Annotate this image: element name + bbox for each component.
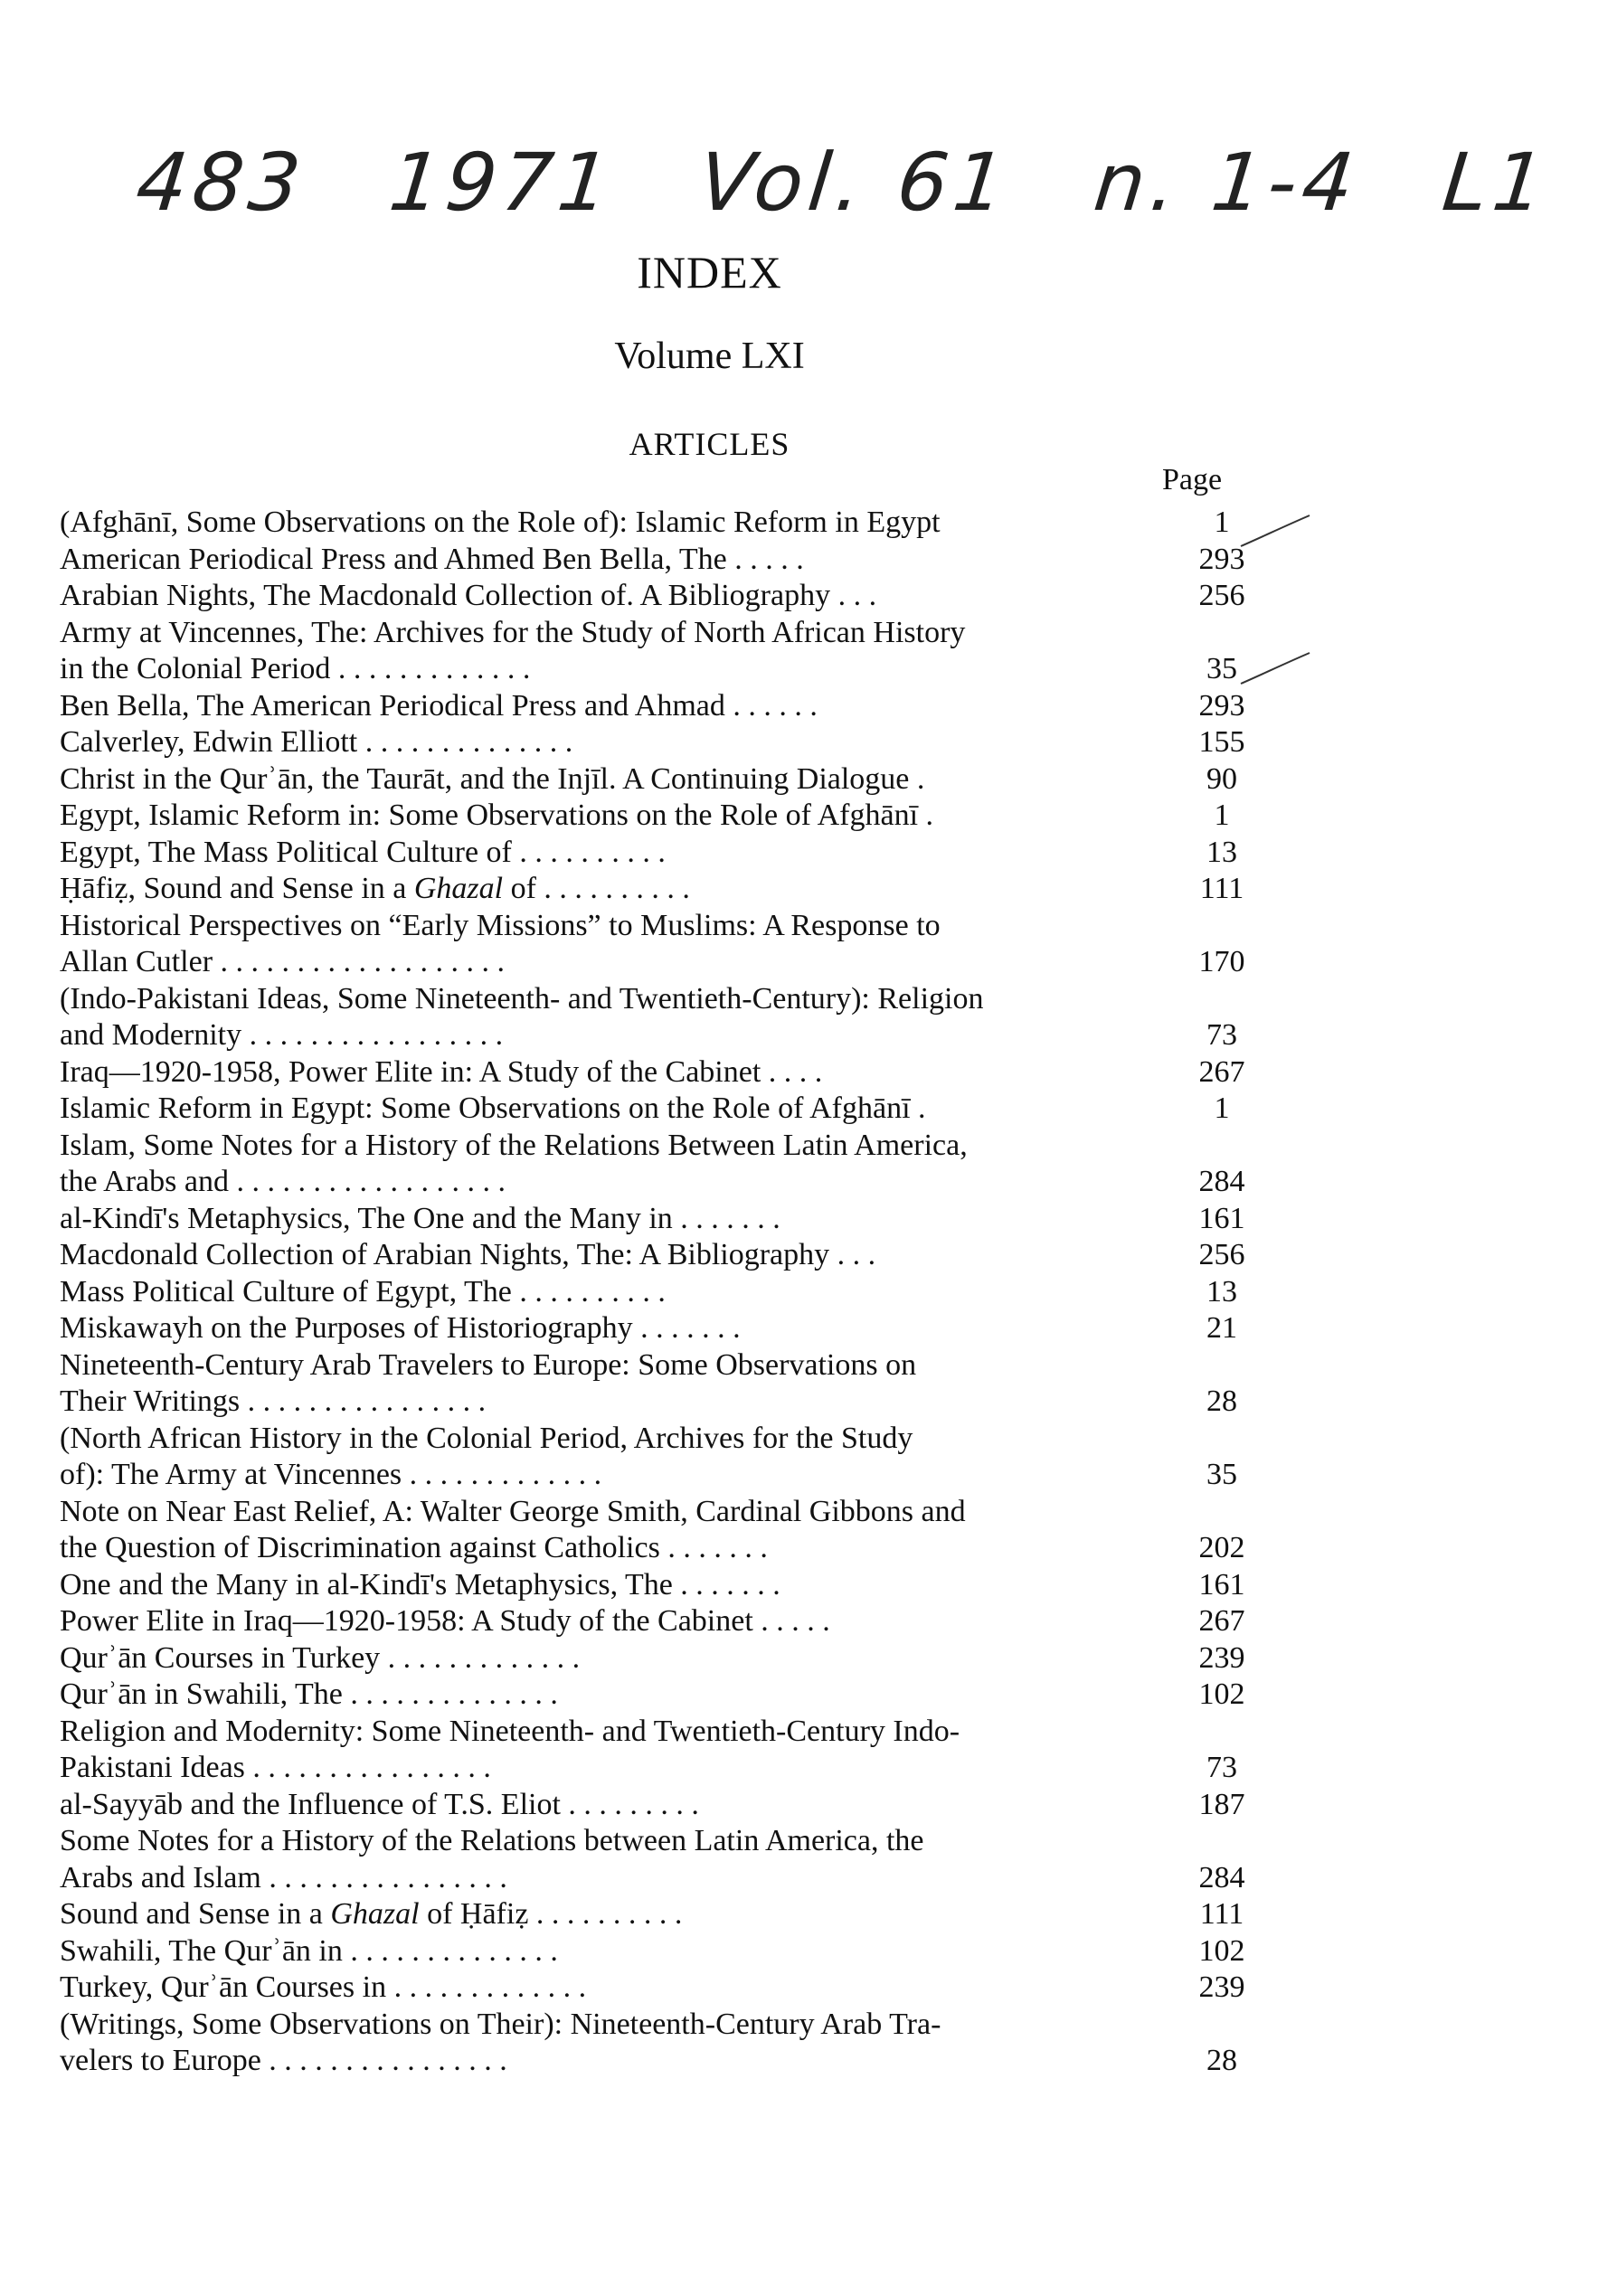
index-entry: [60, 1494, 1263, 1567]
entry-title: Qurʾān in Swahili, The . . . . . . . . . . . . . .: [60, 1677, 558, 1711]
index-entry: [60, 1274, 1263, 1311]
entry-page-number: 1: [1214, 1091, 1230, 1125]
index-entry: [60, 1310, 1263, 1347]
index-entry: [60, 1970, 1263, 2007]
index-entry: [60, 1714, 1263, 1787]
entry-page-number: 161: [1198, 1567, 1245, 1602]
index-entry: [60, 1896, 1263, 1933]
entry-page-number: 155: [1198, 725, 1245, 759]
index-entry: [60, 688, 1263, 725]
entry-title: Nineteenth-Century Arab Travelers to Europe: Some Observations on Their Writings . . . . . . . . . . . . . . . .: [60, 1347, 917, 1418]
index-entry: [60, 2007, 1263, 2080]
entry-title: al-Sayyāb and the Influence of T.S. Eliot . . . . . . . . .: [60, 1787, 699, 1821]
handwritten-code: L1: [1438, 136, 1555, 229]
index-entry: [60, 1347, 1263, 1421]
entry-title: Iraq—1920-1958, Power Elite in: A Study of the Cabinet . . . .: [60, 1054, 823, 1089]
index-entry: [60, 1640, 1263, 1677]
index-entry: [60, 1237, 1263, 1274]
entry-page-number: 293: [1198, 542, 1245, 576]
entry-title: Islamic Reform in Egypt: Some Observations on the Role of Afghānī .: [60, 1091, 926, 1125]
entry-page-number: 256: [1198, 579, 1245, 612]
entry-title: Macdonald Collection of Arabian Nights, The: A Bibliography . . .: [60, 1238, 876, 1271]
section-heading: ARTICLES: [629, 426, 790, 462]
entry-title: Ḥāfiẓ, Sound and Sense in a Ghazal of . . . . . . . . . .: [60, 872, 690, 905]
entry-page-number: 284: [1198, 1860, 1245, 1894]
index-entry: [60, 1421, 1263, 1494]
index-entry: [60, 1823, 1263, 1896]
entry-page-number: 1: [1214, 505, 1230, 539]
entry-title: Mass Political Culture of Egypt, The . . . . . . . . . .: [60, 1274, 666, 1309]
entry-page-number: 111: [1199, 1897, 1244, 1931]
entry-page-number: 13: [1206, 835, 1237, 869]
pencil-check-mark-icon: [1239, 651, 1311, 687]
pencil-check-mark-icon: [1239, 514, 1311, 550]
entry-page-number: 202: [1198, 1531, 1245, 1564]
entry-page-number: 28: [1206, 2044, 1237, 2077]
handwritten-volume: Vol. 61: [694, 136, 1015, 229]
index-entry: [60, 798, 1263, 835]
index-entry: [60, 1201, 1263, 1238]
handwritten-number: 483: [132, 136, 310, 229]
index-entry: [60, 1787, 1263, 1824]
index-entry: [60, 542, 1263, 579]
entry-title: Christ in the Qurʾān, the Taurāt, and the Injīl. A Continuing Dialogue .: [60, 761, 925, 796]
entry-page-number: 35: [1206, 1458, 1237, 1491]
entry-title: Note on Near East Relief, A: Walter George Smith, Cardinal Gibbons and the Question of Discrimination against Catholics . . . . . . .: [60, 1494, 966, 1564]
page-title: INDEX: [637, 247, 782, 298]
index-entry: [60, 908, 1263, 981]
entry-title: (Afghānī, Some Observations on the Role of): Islamic Reform in Egypt: [60, 505, 941, 539]
entry-title: Some Notes for a History of the Relations between Latin America, the Arabs and Islam . . . . . . . . . . . . . . . .: [60, 1824, 924, 1894]
entry-title: Calverley, Edwin Elliott . . . . . . . . . . . . . .: [60, 725, 573, 759]
handwritten-shelf-note: [129, 136, 1555, 253]
index-entry: [60, 1567, 1263, 1604]
entry-title: Army at Vincennes, The: Archives for the Study of North African History in the Colonial Period . . . . . . . . . . . . .: [60, 615, 966, 685]
handwritten-issues: n. 1-4: [1090, 136, 1364, 229]
index-entry: [60, 1603, 1263, 1640]
entry-page-number: 13: [1206, 1274, 1237, 1309]
entry-title: Swahili, The Qurʾān in . . . . . . . . . . . . . .: [60, 1933, 558, 1968]
entry-title: Arabian Nights, The Macdonald Collection of. A Bibliography . . .: [60, 579, 877, 612]
index-entry: [60, 1933, 1263, 1970]
entry-page-number: 293: [1198, 688, 1245, 723]
entry-title: Power Elite in Iraq—1920-1958: A Study of the Cabinet . . . . .: [60, 1604, 830, 1638]
entry-title: Islam, Some Notes for a History of the Relations Between Latin America, the Arabs and . . . . . . . . . . . . . . . . . .: [60, 1128, 968, 1198]
index-entry: [60, 505, 1263, 542]
entry-page-number: 284: [1198, 1165, 1245, 1198]
entry-page-number: 21: [1206, 1311, 1237, 1345]
entry-title: Qurʾān Courses in Turkey . . . . . . . . . . . . .: [60, 1640, 581, 1675]
entry-page-number: 90: [1206, 761, 1237, 796]
index-entry: [60, 1054, 1263, 1091]
entry-page-number: 73: [1206, 1018, 1237, 1052]
entry-title: Ben Bella, The American Periodical Press and Ahmad . . . . . .: [60, 688, 818, 723]
volume-heading: Volume LXI: [614, 335, 805, 377]
index-entry: [60, 615, 1263, 688]
entry-title: Historical Perspectives on “Early Missions” to Muslims: A Response to Allan Cutler . . . . . . . . . . . . . . . . . . .: [60, 908, 941, 978]
index-list: [60, 505, 1263, 2080]
entry-title: (Indo-Pakistani Ideas, Some Nineteenth- and Twentieth-Century): Religion and Modernity . . . . . . . . . . . . . . . . .: [60, 981, 984, 1052]
entry-page-number: 111: [1199, 872, 1244, 905]
entry-page-number: 187: [1198, 1787, 1245, 1821]
entry-page-number: 239: [1198, 1640, 1245, 1675]
entry-page-number: 161: [1198, 1201, 1245, 1235]
index-entry: [60, 1091, 1263, 1128]
entry-page-number: 102: [1198, 1677, 1245, 1711]
entry-title: One and the Many in al-Kindī's Metaphysics, The . . . . . . .: [60, 1567, 780, 1602]
entry-page-number: 28: [1206, 1384, 1237, 1418]
entry-page-number: 1: [1214, 798, 1230, 832]
entry-title: Sound and Sense in a Ghazal of Ḥāfiẓ . . . . . . . . . .: [60, 1897, 683, 1931]
entry-title: (Writings, Some Observations on Their): Nineteenth-Century Arab Tra- velers to Europe . . . . . . . . . . . . . . . .: [60, 2007, 941, 2077]
entry-title: American Periodical Press and Ahmed Ben Bella, The . . . . .: [60, 542, 804, 576]
index-entry: [60, 981, 1263, 1054]
entry-title: Turkey, Qurʾān Courses in . . . . . . . . . . . . .: [60, 1970, 587, 2004]
entry-title: Egypt, The Mass Political Culture of . . . . . . . . . .: [60, 835, 666, 869]
page-column-header: Page: [1162, 463, 1223, 496]
entry-title: Religion and Modernity: Some Nineteenth- and Twentieth-Century Indo- Pakistani Ideas . . . . . . . . . . . . . . . .: [60, 1714, 960, 1784]
index-entry: [60, 761, 1263, 798]
entry-title: Egypt, Islamic Reform in: Some Observations on the Role of Afghānī .: [60, 798, 934, 832]
index-entry: [60, 724, 1263, 761]
index-entry: [60, 1677, 1263, 1714]
index-entry: [60, 871, 1263, 908]
entry-page-number: 267: [1198, 1054, 1245, 1089]
italic-term: Ghazal: [330, 1897, 420, 1931]
index-entry: [60, 578, 1263, 615]
index-entry: [60, 835, 1263, 872]
entry-page-number: 267: [1198, 1604, 1245, 1638]
index-entry: [60, 1128, 1263, 1201]
entry-page-number: 35: [1206, 652, 1237, 685]
entry-title: Miskawayh on the Purposes of Historiography . . . . . . .: [60, 1311, 741, 1345]
entry-page-number: 170: [1198, 945, 1245, 978]
handwritten-year: 1971: [384, 136, 620, 229]
entry-page-number: 102: [1198, 1933, 1245, 1968]
entry-page-number: 73: [1206, 1751, 1237, 1784]
entry-page-number: 239: [1198, 1970, 1245, 2004]
entry-title: al-Kindī's Metaphysics, The One and the Many in . . . . . . .: [60, 1201, 780, 1235]
entry-title: (North African History in the Colonial Period, Archives for the Study of): The Army at Vincennes . . . . . . . . . . . . .: [60, 1421, 913, 1491]
italic-term: Ghazal: [413, 872, 504, 905]
entry-page-number: 256: [1198, 1238, 1245, 1271]
